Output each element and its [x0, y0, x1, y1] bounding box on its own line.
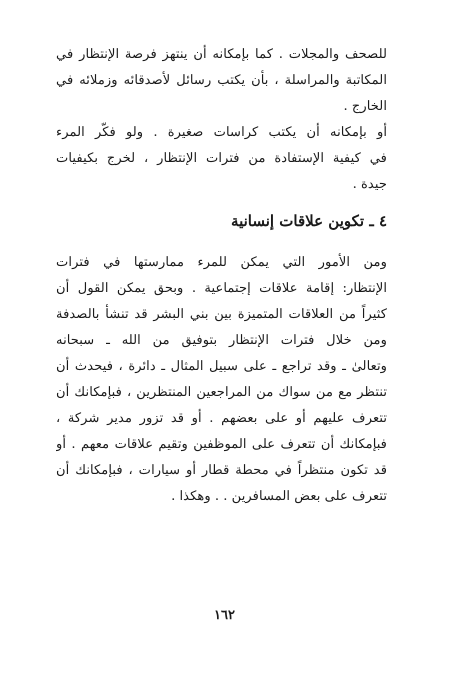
- text-line: الخارج .: [343, 99, 387, 114]
- text-line: كثيراً من العلاقات المتميزة بين بني البشر قد تنشأ بالصدفة: [56, 307, 387, 322]
- text-line: أو بإمكانه أن يكتب كراسات صغيرة . ولو فكّر المرء: [56, 125, 387, 140]
- text-line: ومن الأمور التي يمكن للمرء ممارستها في فترات: [56, 255, 387, 270]
- page-number: ١٦٢: [214, 608, 235, 623]
- text-line: المكاتبة والمراسلة ، بأن يكتب رسائل لأصدقائه وزملائه في: [56, 73, 387, 88]
- text-line: جيدة .: [352, 177, 387, 192]
- text-line: للصحف والمجلات . كما بإمكانه أن ينتهز فرصة الإنتظار في: [56, 47, 387, 62]
- paragraph-relations: [56, 250, 387, 510]
- text-line: تتعرف عليهم أو على بعضهم . أو قد تزور مدير شركة ،: [56, 411, 387, 426]
- paragraph-intro: [56, 42, 387, 120]
- paragraph-booklets: [56, 120, 387, 198]
- text-line: ومن خلال فترات الإنتظار بتوفيق من الله ـ سبحانه: [56, 333, 387, 348]
- text-line: قد تكون منتظراً في محطة قطار أو سيارات ، فبإمكانك أن: [56, 463, 387, 478]
- text-line: فبإمكانك أن تتعرف على الموظفين وتقيم علاقات معهم . أو: [56, 437, 387, 452]
- text-line: الإنتظار: إقامة علاقات إجتماعية . وبحق يمكن القول أن: [56, 281, 387, 296]
- text-line: وتعالىٰ ـ وقد تراجع ـ على سبيل المثال ـ دائرة ، فيحدث أن: [56, 359, 387, 374]
- text-line: تنتظر مع من سواك من المراجعين المنتظرين ، فبإمكانك أن: [56, 385, 387, 400]
- text-line: تتعرف على بعض المسافرين . . وهكذا .: [171, 489, 387, 504]
- text-line: في كيفية الإستفادة من فترات الإنتظار ، لخرج بكيفيات: [56, 151, 387, 166]
- section-heading: ٤ ـ تكوين علاقات إنسانية: [231, 212, 387, 230]
